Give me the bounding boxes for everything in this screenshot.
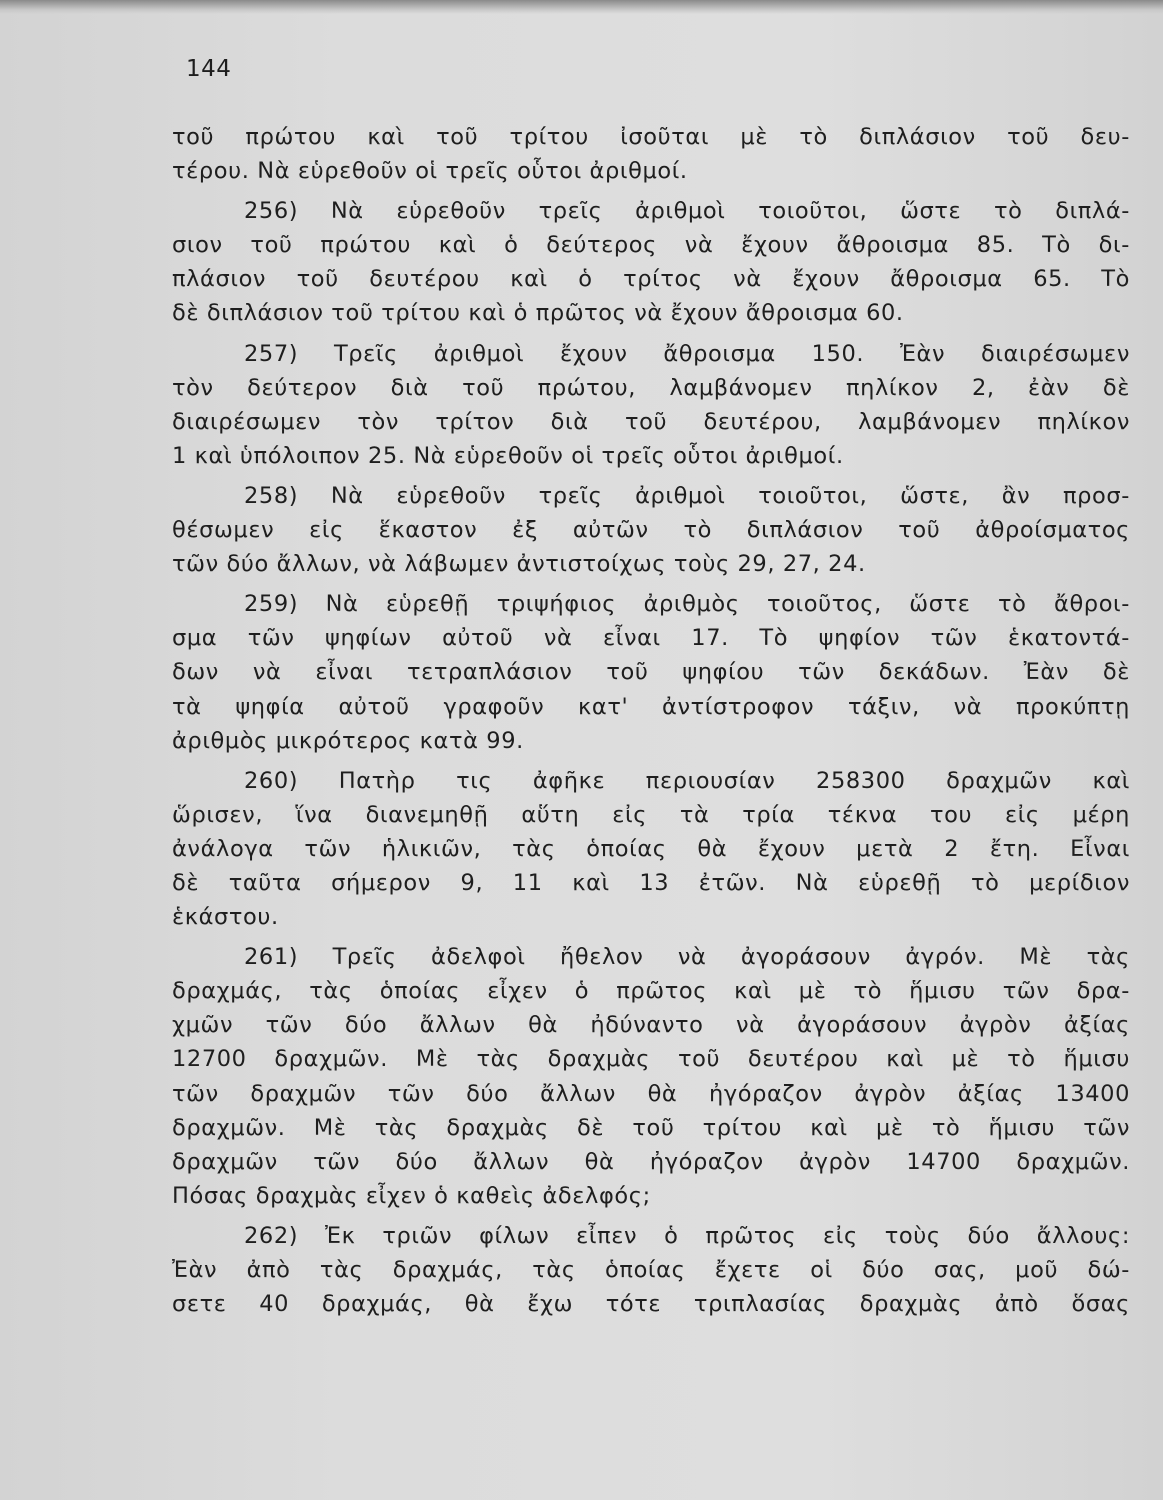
text-line: 1 καὶ ὑπόλοιπον 25. Νὰ εὑρεθοῦν οἱ τρεῖς οὗτοι ἀριθμοί. [172, 442, 844, 469]
text-line: τὸν δεύτερον διὰ τοῦ πρώτου, λαμβάνομεν πηλίκον 2, ἐὰν δὲ [172, 374, 1130, 401]
text-line: 256) Νὰ εὑρεθοῦν τρεῖς ἀριθμοὶ τοιοῦτοι, ὥστε τὸ διπλά- [244, 198, 1130, 225]
paragraph-257 [172, 337, 1130, 473]
paragraph-259 [172, 587, 1130, 757]
text-line: ὥρισεν, ἵνα διανεμηθῇ αὕτη εἰς τὰ τρία τέκνα του εἰς μέρη [172, 801, 1130, 828]
paragraph-256 [172, 194, 1130, 330]
text-line: σιον τοῦ πρώτου καὶ ὁ δεύτερος νὰ ἔχουν ἄθροισμα 85. Τὸ δι- [172, 232, 1130, 259]
text-line: 12700 δραχμῶν. Μὲ τὰς δραχμὰς τοῦ δευτέρου καὶ μὲ τὸ ἥμισυ [172, 1046, 1130, 1073]
text-line: δὲ ταῦτα σήμερον 9, 11 καὶ 13 ἐτῶν. Νὰ εὑρεθῇ τὸ μερίδιον [172, 869, 1130, 896]
text-line: δραχμάς, τὰς ὁποίας εἶχεν ὁ πρῶτος καὶ μὲ τὸ ἥμισυ τῶν δρα- [172, 978, 1130, 1005]
text-line: 259) Νὰ εὑρεθῇ τριψήφιος ἀριθμὸς τοιοῦτος, ὥστε τὸ ἄθροι- [244, 591, 1130, 618]
text-line: τῶν δραχμῶν τῶν δύο ἄλλων θὰ ἠγόραζον ἀγρὸν ἀξίας 13400 [172, 1080, 1130, 1107]
paragraph-261 [172, 940, 1130, 1213]
text-line: 262) Ἐκ τριῶν φίλων εἶπεν ὁ πρῶτος εἰς τοὺς δύο ἄλλους: [244, 1222, 1130, 1249]
text-line: τὰ ψηφία αὐτοῦ γραφοῦν κατ' ἀντίστροφον τάξιν, νὰ προκύπτῃ [172, 693, 1130, 720]
page-number: 144 [186, 56, 232, 82]
text-line: τέρου. Νὰ εὑρεθοῦν οἱ τρεῖς οὗτοι ἀριθμοί. [172, 158, 688, 185]
text-line: Ἐὰν ἀπὸ τὰς δραχμάς, τὰς ὁποίας ἔχετε οἱ δύο σας, μοῦ δώ- [172, 1257, 1130, 1283]
text-line: 260) Πατὴρ τις ἀφῆκε περιουσίαν 258300 δραχμῶν καὶ [244, 767, 1130, 794]
text-line: Πόσας δραχμὰς εἶχεν ὁ καθεὶς ἀδελφός; [172, 1182, 651, 1209]
text-line: δραχμῶν τῶν δύο ἄλλων θὰ ἠγόραζον ἀγρὸν 14700 δραχμῶν. [172, 1148, 1130, 1175]
text-line: δραχμῶν. Μὲ τὰς δραχμὰς δὲ τοῦ τρίτου καὶ μὲ τὸ ἥμισυ τῶν [172, 1114, 1130, 1141]
text-line: δων νὰ εἶναι τετραπλάσιον τοῦ ψηφίου τῶν δεκάδων. Ἐὰν δὲ [172, 659, 1130, 686]
text-line: ἀνάλογα τῶν ἡλικιῶν, τὰς ὁποίας θὰ ἔχουν μετὰ 2 ἔτη. Εἶναι [172, 835, 1130, 862]
text-line: σετε 40 δραχμάς, θὰ ἔχω τότε τριπλασίας δραχμὰς ἀπὸ ὅσας [172, 1291, 1130, 1318]
text-line: χμῶν τῶν δύο ἄλλων θὰ ἠδύναντο νὰ ἀγοράσουν ἀγρὸν ἀξίας [172, 1012, 1130, 1039]
text-line: πλάσιον τοῦ δευτέρου καὶ ὁ τρίτος νὰ ἔχουν ἄθροισμα 65. Τὸ [172, 266, 1130, 293]
text-body [172, 120, 1130, 1321]
text-line: 261) Τρεῖς ἀδελφοὶ ἤθελον νὰ ἀγοράσουν ἀγρόν. Μὲ τὰς [244, 944, 1130, 971]
text-line: 258) Νὰ εὑρεθοῦν τρεῖς ἀριθμοὶ τοιοῦτοι, ὥστε, ἂν προσ- [244, 482, 1130, 509]
text-line: δὲ διπλάσιον τοῦ τρίτου καὶ ὁ πρῶτος νὰ ἔχουν ἄθροισμα 60. [172, 300, 904, 327]
page-top-edge-shadow [0, 0, 1163, 14]
text-line: σμα τῶν ψηφίων αὐτοῦ νὰ εἶναι 17. Τὸ ψηφίον τῶν ἑκατοντά- [172, 625, 1130, 652]
text-line: διαιρέσωμεν τὸν τρίτον διὰ τοῦ δευτέρου, λαμβάνομεν πηλίκον [172, 408, 1130, 435]
paragraph-262 [172, 1219, 1130, 1321]
text-line: ἀριθμὸς μικρότερος κατὰ 99. [172, 727, 524, 754]
text-line: 257) Τρεῖς ἀριθμοὶ ἔχουν ἄθροισμα 150. Ἐὰν διαιρέσωμεν [244, 340, 1130, 367]
paragraph-cont [172, 120, 1130, 188]
paragraph-258 [172, 479, 1130, 581]
text-line: ἑκάστου. [172, 904, 279, 931]
text-line: τοῦ πρώτου καὶ τοῦ τρίτου ἰσοῦται μὲ τὸ διπλάσιον τοῦ δευ- [172, 124, 1130, 150]
text-line: τῶν δύο ἄλλων, νὰ λάβωμεν ἀντιστοίχως τοὺς 29, 27, 24. [172, 551, 866, 578]
text-line: θέσωμεν εἰς ἕκαστον ἐξ αὐτῶν τὸ διπλάσιον τοῦ ἀθροίσματος [172, 517, 1130, 544]
paragraph-260 [172, 764, 1130, 934]
